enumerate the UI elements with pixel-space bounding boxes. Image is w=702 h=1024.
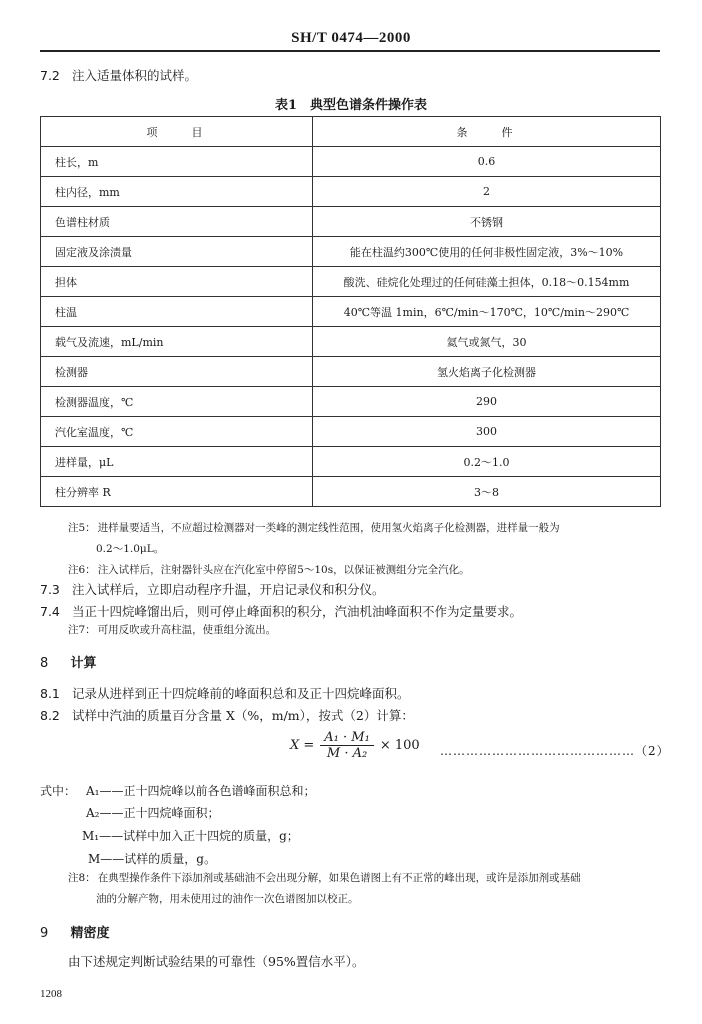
table-row <box>41 207 661 237</box>
equation-number: ………………………………………（2） <box>440 744 670 758</box>
row-value: 0.6 <box>313 147 661 177</box>
table-header-row <box>41 117 661 147</box>
clause-text: 注入试样后，立即启动程序升温，开启记录仪和积分仪。 <box>71 582 385 597</box>
section-title: 计算 <box>70 656 97 671</box>
row-value: 氦气或氮气，30 <box>313 327 661 357</box>
formula-fraction <box>320 730 374 761</box>
row-item: 柱长，m <box>41 147 313 177</box>
clause-text: 注入适量体积的试样。 <box>71 68 197 83</box>
row-value: 0.2～1.0 <box>313 447 661 477</box>
clause-number: 7.3 <box>40 582 60 597</box>
clause-7-4 <box>40 602 522 620</box>
table-row <box>41 237 661 267</box>
column-header-item: 项 目 <box>41 117 313 147</box>
formula-rhs: × 100 <box>379 738 420 753</box>
note-6 <box>68 560 663 581</box>
formula-denominator: M · A₂ <box>326 746 368 761</box>
formula-lhs: X = <box>290 738 315 753</box>
clause-number: 8.2 <box>40 708 60 723</box>
row-value: 不锈钢 <box>313 207 661 237</box>
row-item: 检测器 <box>41 357 313 387</box>
section-9-heading <box>40 922 110 941</box>
clause-number: 7.4 <box>40 604 60 619</box>
note-label: 注5： <box>68 522 96 534</box>
note-text: 可用反吹或升高柱温，使重组分流出。 <box>97 624 277 636</box>
table-row <box>41 297 661 327</box>
note-text: 进样量要适当，不应超过检测器对一类峰的测定线性范围，使用氢火焰离子化检测器，进样量一般为 <box>97 522 560 534</box>
row-value: 300 <box>313 417 661 447</box>
note-5 <box>68 518 663 560</box>
row-item: 柱分辨率 R <box>41 477 313 507</box>
formula-2 <box>290 730 420 761</box>
row-item: 载气及流速，mL/min <box>41 327 313 357</box>
header-rule <box>40 50 660 52</box>
table-row <box>41 327 661 357</box>
clause-7-2 <box>40 66 197 84</box>
note-text-continued: 0.2～1.0μL。 <box>96 543 165 555</box>
row-value: 40℃等温 1min，6℃/min～170℃，10℃/min～290℃ <box>313 297 661 327</box>
table-row <box>41 147 661 177</box>
page-number: 1208 <box>40 988 62 1000</box>
section-9-text: 由下述规定判断试验结果的可靠性（95%置信水平）。 <box>68 954 365 969</box>
row-item: 进样量，μL <box>41 447 313 477</box>
note-text-continued: 油的分解产物，用未使用过的油作一次色谱图加以校正。 <box>96 893 359 905</box>
table-title: 表1 典型色谱条件操作表 <box>274 98 428 113</box>
clause-text: 当正十四烷峰馏出后，则可停止峰面积的积分，汽油机油峰面积不作为定量要求。 <box>71 604 522 619</box>
row-item: 检测器温度，℃ <box>41 387 313 417</box>
clause-number: 7.2 <box>40 68 60 83</box>
clause-8-2 <box>40 706 414 724</box>
note-label: 注8： <box>68 872 96 884</box>
column-header-condition: 条 件 <box>313 117 661 147</box>
clause-8-1 <box>40 684 410 702</box>
chromatography-conditions-table <box>40 116 661 507</box>
row-value: 酸洗、硅烷化处理过的任何硅藻土担体，0.18～0.154mm <box>313 267 661 297</box>
section-title: 精密度 <box>70 926 110 941</box>
table-row <box>41 447 661 477</box>
section-number: 9 <box>40 926 49 941</box>
row-item: 色谱柱材质 <box>41 207 313 237</box>
note-label: 注7： <box>68 624 96 636</box>
note-text: 在典型操作条件下添加剂或基础油不会出现分解，如果色谱图上有不正常的峰出现，或许是添加剂或基础 <box>97 872 581 884</box>
section-8-heading <box>40 652 97 671</box>
where-intro: 式中： <box>40 784 77 798</box>
clause-text: 记录从进样到正十四烷峰前的峰面积总和及正十四烷峰面积。 <box>71 686 410 701</box>
section-number: 8 <box>40 656 49 671</box>
where-m: M——试样的质量，g。 <box>88 852 216 866</box>
where-a2: A₂——正十四烷峰面积； <box>86 806 220 820</box>
row-value: 2 <box>313 177 661 207</box>
row-item: 担体 <box>41 267 313 297</box>
row-value: 3～8 <box>313 477 661 507</box>
clause-text: 试样中汽油的质量百分含量 X（%，m/m），按式（2）计算： <box>71 708 414 723</box>
table-row <box>41 477 661 507</box>
row-value: 能在柱温约300℃使用的任何非极性固定液，3%～10% <box>313 237 661 267</box>
table-row <box>41 417 661 447</box>
formula-numerator: A₁ · M₁ <box>320 730 374 746</box>
row-item: 柱温 <box>41 297 313 327</box>
row-item: 固定液及涂渍量 <box>41 237 313 267</box>
clause-number: 8.1 <box>40 686 60 701</box>
table-row <box>41 387 661 417</box>
row-item: 汽化室温度，℃ <box>41 417 313 447</box>
standard-header: SH/T 0474—2000 <box>291 30 411 46</box>
where-m1: M₁——试样中加入正十四烷的质量，g； <box>82 829 299 843</box>
row-value: 290 <box>313 387 661 417</box>
table-row <box>41 177 661 207</box>
note-8 <box>68 868 663 910</box>
note-text: 注入试样后，注射器针头应在汽化室中停留5～10s，以保证被测组分完全汽化。 <box>97 564 470 576</box>
table-row <box>41 357 661 387</box>
table-row <box>41 267 661 297</box>
row-value: 氢火焰离子化检测器 <box>313 357 661 387</box>
where-a1: A₁——正十四烷峰以前各色谱峰面积总和； <box>86 784 316 798</box>
row-item: 柱内径，mm <box>41 177 313 207</box>
clause-7-3 <box>40 580 385 598</box>
note-7 <box>68 620 663 641</box>
note-label: 注6： <box>68 564 96 576</box>
